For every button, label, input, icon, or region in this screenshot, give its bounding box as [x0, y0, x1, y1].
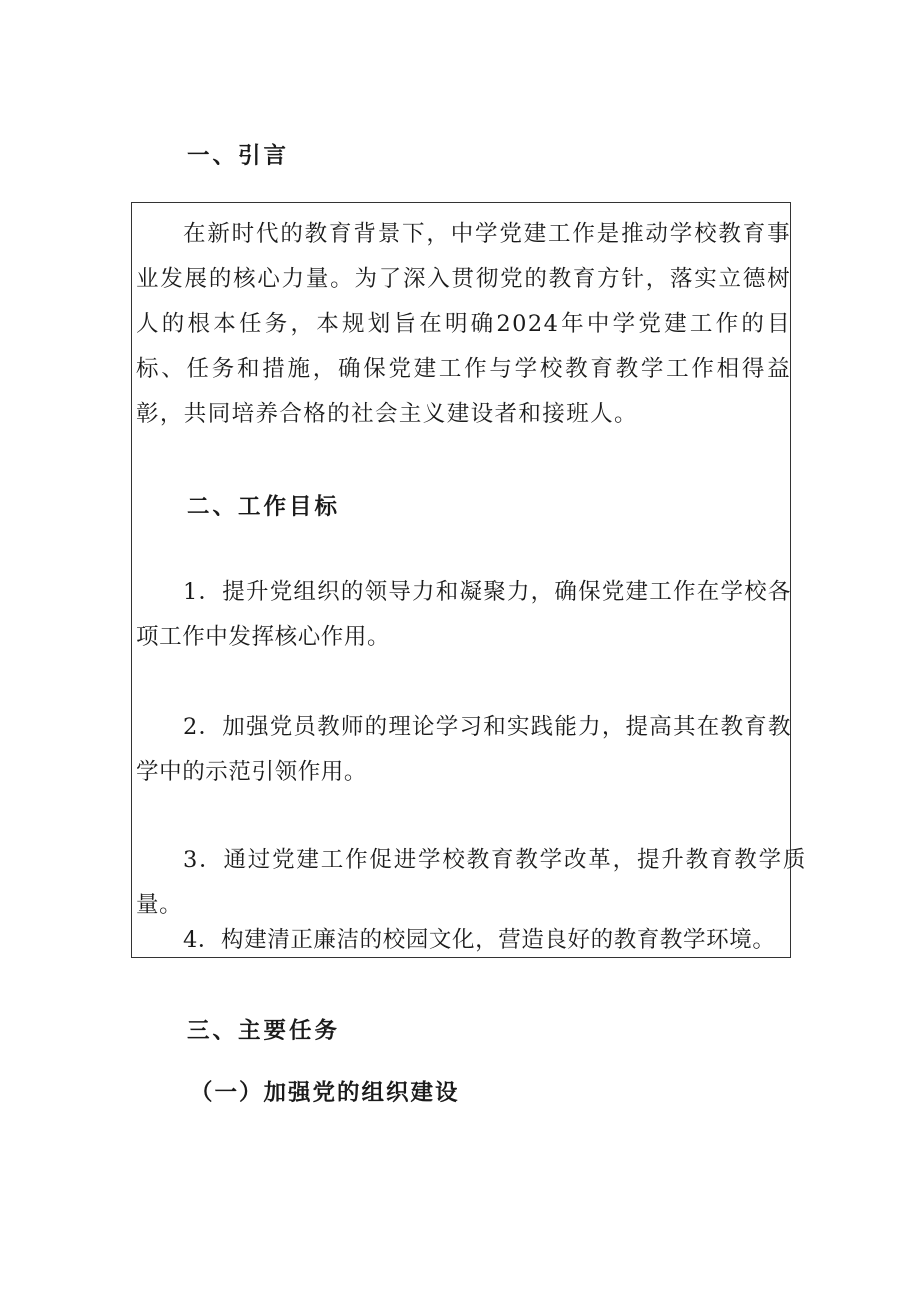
- section-heading-goals: 二、工作目标: [187, 494, 341, 520]
- introduction-paragraph: 在新时代的教育背景下，中学党建工作是推动学校教育事业发展的核心力量。为了深入贯彻党的教育方针，落实立德树人的根本任务，本规划旨在明确2024年中学党建工作的目标、任务和措施，确保党建工作与学校教育教学工作相得益彰，共同培养合格的社会主义建设者和接班人。: [136, 221, 791, 427]
- goal-item-4: 4．构建清正廉洁的校园文化，营造良好的教育教学环境。: [183, 927, 776, 953]
- section-heading-introduction: 一、引言: [187, 143, 290, 169]
- goal-item-3: 3．通过党建工作促进学校教育教学改革，提升教育教学质量。: [136, 847, 806, 918]
- subsection-heading-organization: （一）加强党的组织建设: [190, 1080, 460, 1106]
- goal-item-1: 1．提升党组织的领导力和凝聚力，确保党建工作在学校各项工作中发挥核心作用。: [136, 579, 791, 650]
- section-heading-main-tasks: 三、主要任务: [187, 1018, 341, 1044]
- goal-item-2: 2．加强党员教师的理论学习和实践能力，提高其在教育教学中的示范引领作用。: [136, 714, 791, 785]
